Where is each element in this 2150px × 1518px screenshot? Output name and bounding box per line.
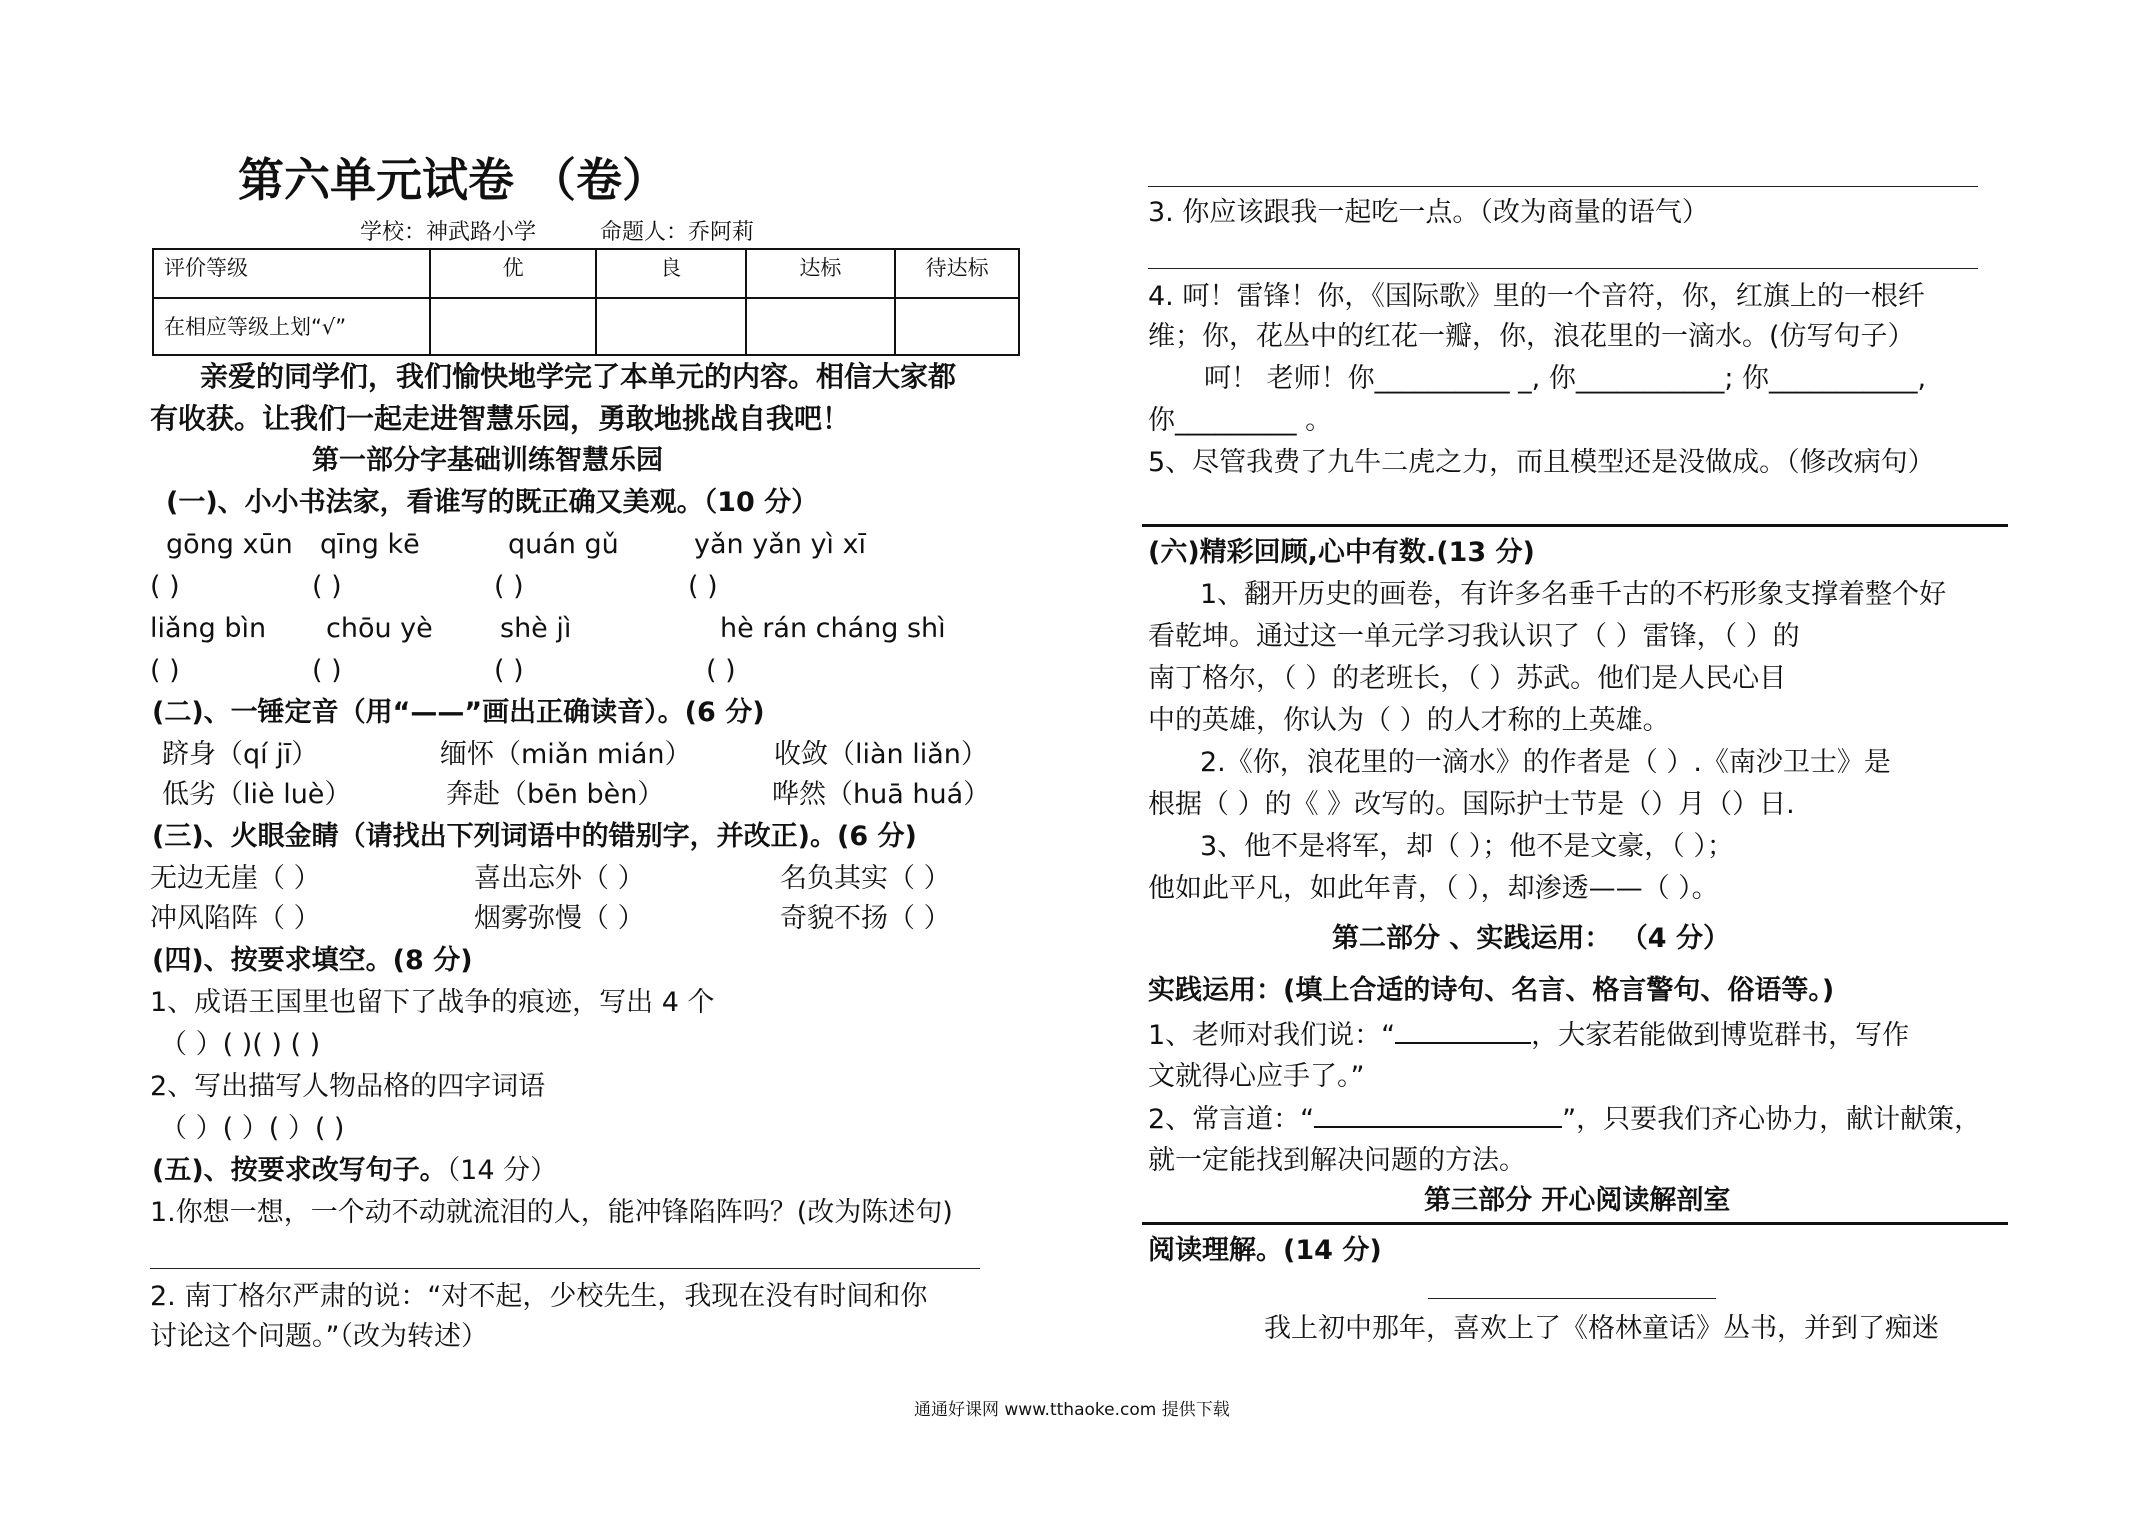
q4-item-2: 2、写出描写人物品格的四字词语 xyxy=(150,1071,546,1102)
pinyin-item: liǎng bìn xyxy=(150,613,267,644)
q4-item-1: 1、成语王国里也留下了战争的痕迹，写出 4 个 xyxy=(150,987,715,1018)
pinyin-item: chōu yè xyxy=(326,613,433,644)
q5-item-2-line-2: 讨论这个问题。”（改为转述） xyxy=(150,1321,488,1352)
practice-heading: 实践运用：(填上合适的诗句、名言、格言警句、俗语等。) xyxy=(1148,975,1835,1006)
answer-line[interactable] xyxy=(150,1268,980,1269)
q6-heading: (六)精彩回顾,心中有数.(13 分) xyxy=(1148,537,1535,568)
practice-2-cont: 就一定能找到解决问题的方法。 xyxy=(1148,1145,1526,1176)
q5-item-4-line-2: 维；你，花丛中的红花一瓣，你，浪花里的一滴水。(仿写句子） xyxy=(1148,321,1915,352)
pinyin-item: shè jì xyxy=(500,613,572,644)
practice-2-blank[interactable] xyxy=(1314,1100,1562,1128)
q6-p3-l2[interactable]: 他如此平凡，如此年青，（ ），却渗透——（ ）。 xyxy=(1148,873,1719,904)
answer-line[interactable] xyxy=(1148,268,1978,269)
q3-heading: (三)、火眼金睛（请找出下列词语中的错别字，并改正)。(6 分) xyxy=(152,821,917,852)
q6-p2-l1[interactable]: 2.《你，浪花里的一滴水》的作者是（ ）.《南沙卫士》是 xyxy=(1200,747,1891,778)
author-label: 命题人：乔阿莉 xyxy=(600,220,755,245)
eval-header-good: 良 xyxy=(596,249,746,298)
q2-item[interactable]: 低劣（liè luè） xyxy=(162,779,352,810)
answer-blank[interactable]: ( ) xyxy=(312,655,342,686)
eval-header-needs-work: 待达标 xyxy=(895,249,1019,298)
q5-item-5: 5、尽管我费了九牛二虎之力，而且模型还是没做成。（修改病句） xyxy=(1148,447,1935,478)
eval-cell-good[interactable] xyxy=(596,298,746,355)
section-divider xyxy=(1142,1222,2008,1225)
q4-item-2-blanks[interactable]: （ ）( ）( ）( ) xyxy=(160,1113,345,1144)
q1-heading: (一)、小小书法家，看谁写的既正确又美观。（10 分） xyxy=(166,487,819,518)
section-divider xyxy=(1142,524,2008,527)
q4-heading: (四)、按要求填空。(8 分) xyxy=(152,945,473,976)
q6-p1-l2[interactable]: 看乾坤。通过这一单元学习我认识了（ ）雷锋，（ ）的 xyxy=(1148,621,1800,652)
practice-2-prefix: 2、常言道：“ xyxy=(1148,1104,1315,1135)
reading-heading: 阅读理解。(14 分) xyxy=(1148,1235,1382,1266)
q6-p3-l1[interactable]: 3、他不是将军，却（ ）；他不是文豪，（ ）； xyxy=(1200,831,1734,862)
practice-1-cont: 文就得心应手了。” xyxy=(1148,1061,1365,1092)
answer-blank[interactable]: ( ) xyxy=(150,655,180,686)
eval-cell-excellent[interactable] xyxy=(430,298,596,355)
q2-item[interactable]: 哗然（huā huá） xyxy=(772,779,991,810)
answer-blank[interactable]: ( ) xyxy=(688,571,718,602)
q5-heading-score: （14 分） xyxy=(446,1155,558,1186)
part2-heading: 第二部分 、实践运用： （4 分） xyxy=(1332,923,1730,954)
q3-item[interactable]: 名负其实（ ） xyxy=(780,863,951,894)
q3-item[interactable]: 喜出忘外（ ） xyxy=(474,863,645,894)
q5-item-1: 1.你想一想，一个动不动就流泪的人，能冲锋陷阵吗？(改为陈述句) xyxy=(150,1197,953,1228)
footer-credit: 通通好课网 www.tthaoke.com 提供下载 xyxy=(914,1400,1230,1420)
q5-heading xyxy=(152,1152,557,1190)
evaluation-table xyxy=(152,248,1020,356)
q5-item-4-line-3[interactable]: 呵！ 老师！你__________ _, 你___________; 你___________, xyxy=(1204,363,1927,394)
q2-heading: (二)、一锤定音（用“——”画出正确读音）。(6 分) xyxy=(152,697,765,728)
pinyin-item: qīng kē xyxy=(320,529,420,560)
answer-blank[interactable]: ( ) xyxy=(150,571,180,602)
q6-p2-l2[interactable]: 根据（ ）的《 》改写的。国际护士节是（）月（）日. xyxy=(1148,789,1795,820)
practice-2-suffix: ”，只要我们齐心协力，献计献策， xyxy=(1562,1104,1982,1135)
q2-item[interactable]: 奔赴（bēn bèn） xyxy=(446,779,665,810)
answer-blank[interactable]: ( ) xyxy=(706,655,736,686)
school-label: 学校：神武路小学 xyxy=(360,220,537,245)
page-title: 第六单元试卷 （卷） xyxy=(238,153,669,207)
pinyin-item: quán gǔ xyxy=(508,529,619,560)
eval-header-excellent: 优 xyxy=(430,249,596,298)
practice-1-prefix: 1、老师对我们说：“ xyxy=(1148,1020,1396,1051)
answer-line[interactable] xyxy=(1148,186,1978,187)
q2-item[interactable]: 缅怀（miǎn mián） xyxy=(440,739,692,770)
q3-item[interactable]: 冲风陷阵（ ） xyxy=(150,903,321,934)
answer-blank[interactable]: ( ) xyxy=(494,655,524,686)
reading-title-blank[interactable] xyxy=(1428,1298,1716,1299)
q6-p1-l1: 1、翻开历史的画卷，有许多名垂千古的不朽形象支撑着整个好 xyxy=(1200,579,1947,610)
intro-line-1: 亲爱的同学们，我们愉快地学完了本单元的内容。相信大家都 xyxy=(200,360,957,393)
intro-line-2: 有收获。让我们一起走进智慧乐园，勇敢地挑战自我吧！ xyxy=(150,402,851,435)
answer-blank[interactable]: ( ) xyxy=(494,571,524,602)
pinyin-item: hè rán cháng shì xyxy=(720,613,946,644)
q2-item[interactable]: 跻身（qí jī） xyxy=(162,739,319,770)
practice-2 xyxy=(1148,1100,1981,1139)
eval-header-pass: 达标 xyxy=(746,249,896,298)
practice-1-suffix: ，大家若能做到博览群书，写作 xyxy=(1531,1020,1910,1051)
eval-cell-needs-work[interactable] xyxy=(895,298,1019,355)
q3-item[interactable]: 奇貌不扬（ ） xyxy=(780,903,951,934)
q5-heading-text: (五)、按要求改写句子。 xyxy=(152,1155,447,1186)
q6-p1-l3[interactable]: 南丁格尔，（ ）的老班长，（ ）苏武。他们是人民心目 xyxy=(1148,663,1787,694)
q6-p1-l4[interactable]: 中的英雄，你认为（ ）的人才称的上英雄。 xyxy=(1148,705,1670,736)
pinyin-item: yǎn yǎn yì xī xyxy=(694,529,866,560)
q5-item-3: 3. 你应该跟我一起吃一点。（改为商量的语气） xyxy=(1148,197,1709,228)
q2-item[interactable]: 收敛（liàn liǎn） xyxy=(774,739,988,770)
reading-text: 我上初中那年，喜欢上了《格林童话》丛书，并到了痴迷 xyxy=(1264,1313,1939,1344)
part3-heading: 第三部分 开心阅读解剖室 xyxy=(1424,1185,1731,1216)
answer-blank[interactable]: ( ) xyxy=(312,571,342,602)
eval-header-grade: 评价等级 xyxy=(153,249,430,298)
q3-item[interactable]: 无边无崖（ ） xyxy=(150,863,321,894)
eval-row-label: 在相应等级上划“√” xyxy=(153,298,430,355)
q5-item-2-line-1: 2. 南丁格尔严肃的说：“对不起，少校先生，我现在没有时间和你 xyxy=(150,1281,928,1312)
q3-item[interactable]: 烟雾弥慢（ ） xyxy=(474,903,645,934)
part1-heading: 第一部分字基础训练智慧乐园 xyxy=(312,445,663,476)
practice-1 xyxy=(1148,1016,1909,1055)
pinyin-item: gōng xūn xyxy=(166,529,293,560)
practice-1-blank[interactable] xyxy=(1395,1016,1531,1044)
q5-item-4-line-4[interactable]: 你_________ 。 xyxy=(1148,405,1333,436)
q5-item-4-line-1: 4. 呵！雷锋！你，《国际歌》里的一个音符，你，红旗上的一根纤 xyxy=(1148,281,1925,312)
eval-cell-pass[interactable] xyxy=(746,298,896,355)
q4-item-1-blanks[interactable]: （ ）( )( ) ( ) xyxy=(160,1029,321,1060)
